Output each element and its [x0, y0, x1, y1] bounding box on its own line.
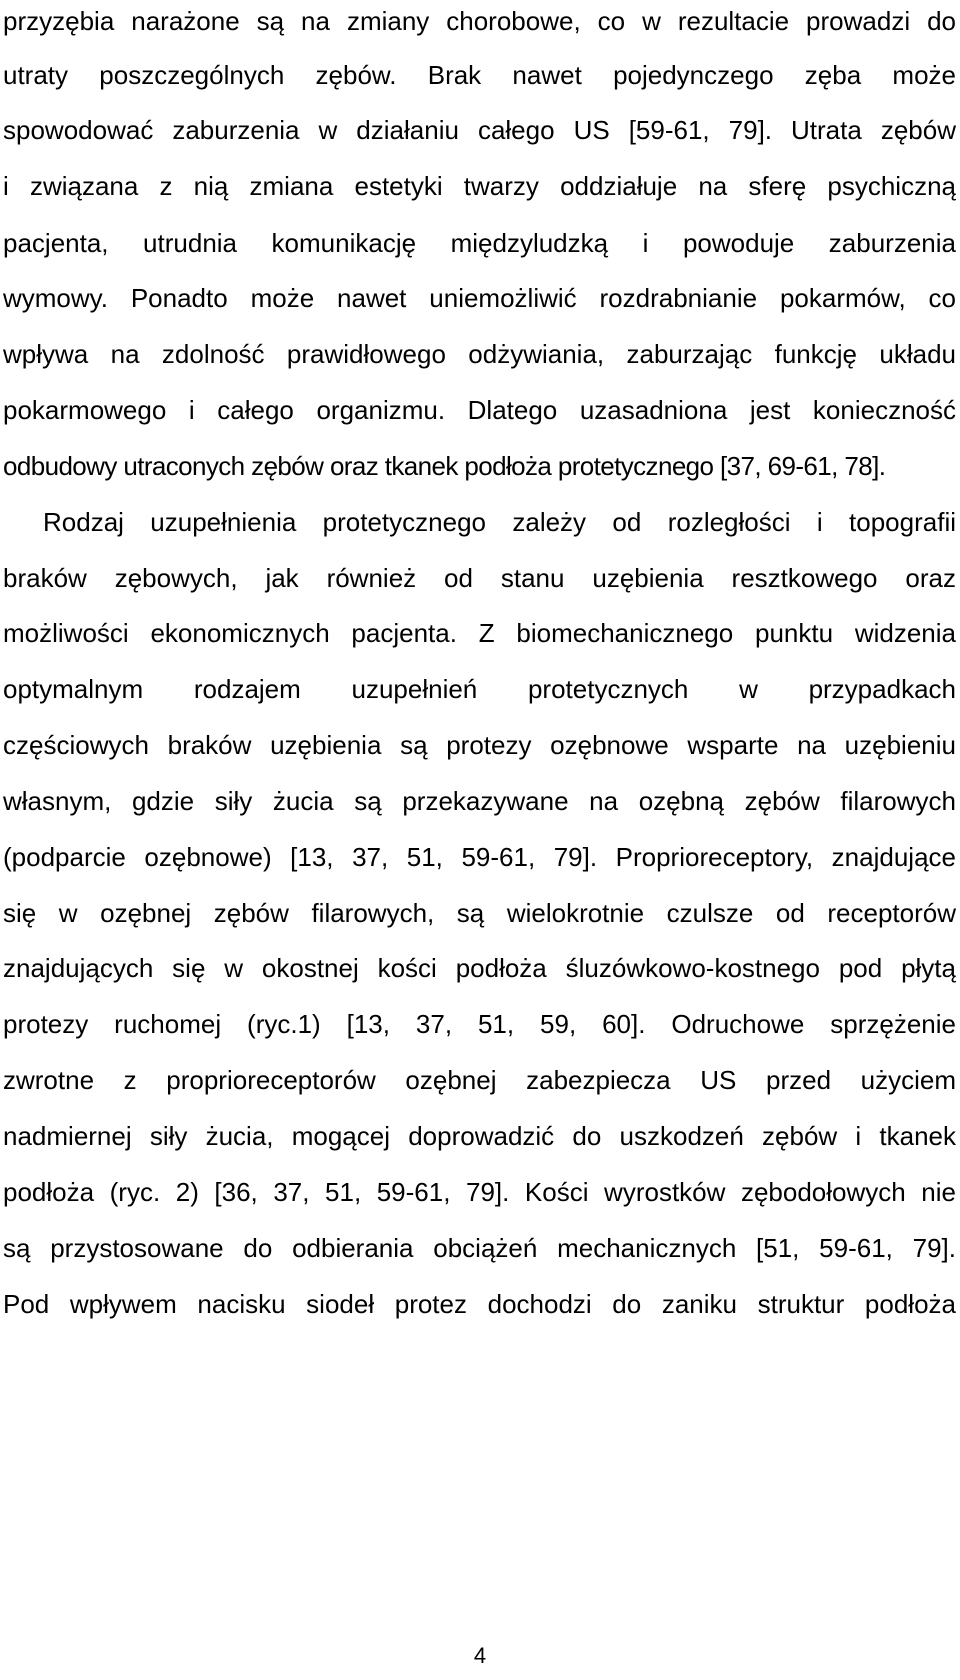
text-line: odbudowy utraconych zębów oraz tkanek podłoża protetycznego [37, 69-61, 78].	[3, 451, 886, 481]
text-line: utraty poszczególnych zębów. Brak nawet pojedynczego zęba może	[3, 60, 956, 90]
text-line: wymowy. Ponadto może nawet uniemożliwić rozdrabnianie pokarmów, co	[3, 283, 956, 313]
page-number: 4	[473, 1643, 487, 1668]
paragraph-first-line: Rodzaj uzupełnienia protetycznego zależy od rozległości i topografii	[43, 507, 956, 537]
text-line: braków zębowych, jak również od stanu uzębienia resztkowego oraz	[3, 563, 956, 593]
text-line: nadmiernej siły żucia, mogącej doprowadzić do uszkodzeń zębów i tkanek	[3, 1121, 956, 1151]
text-line: własnym, gdzie siły żucia są przekazywane na ozębną zębów filarowych	[3, 786, 956, 816]
text-line: wpływa na zdolność prawidłowego odżywiania, zaburzając funkcję układu	[3, 339, 956, 369]
text-line: (podparcie ozębnowe) [13, 37, 51, 59-61, 79]. Proprioreceptory, znajdujące	[3, 842, 956, 872]
text-line: pokarmowego i całego organizmu. Dlatego uzasadniona jest konieczność	[3, 395, 956, 425]
text-line: częściowych braków uzębienia są protezy ozębnowe wsparte na uzębieniu	[3, 730, 956, 760]
text-line: przyzębia narażone są na zmiany chorobowe, co w rezultacie prowadzi do	[3, 6, 956, 36]
text-line: są przystosowane do odbierania obciążeń mechanicznych [51, 59-61, 79].	[3, 1233, 956, 1263]
text-line: się w ozębnej zębów filarowych, są wielokrotnie czulsze od receptorów	[3, 898, 956, 928]
text-line: optymalnym rodzajem uzupełnień protetycznych w przypadkach	[3, 674, 956, 704]
text-line: podłoża (ryc. 2) [36, 37, 51, 59-61, 79]. Kości wyrostków zębodołowych nie	[3, 1177, 956, 1207]
text-line: znajdujących się w okostnej kości podłoża śluzówkowo-kostnego pod płytą	[3, 953, 956, 983]
text-line: zwrotne z proprioreceptorów ozębnej zabezpiecza US przed użyciem	[3, 1065, 956, 1095]
text-line: Pod wpływem nacisku siodeł protez dochodzi do zaniku struktur podłoża	[3, 1289, 956, 1319]
text-line: i związana z nią zmiana estetyki twarzy oddziałuje na sferę psychiczną	[3, 171, 956, 201]
text-line: spowodować zaburzenia w działaniu całego US [59-61, 79]. Utrata zębów	[3, 115, 956, 145]
text-line: możliwości ekonomicznych pacjenta. Z biomechanicznego punktu widzenia	[3, 618, 956, 648]
text-line: pacjenta, utrudnia komunikację międzyludzką i powoduje zaburzenia	[3, 228, 956, 258]
text-line: protezy ruchomej (ryc.1) [13, 37, 51, 59, 60]. Odruchowe sprzężenie	[3, 1009, 956, 1039]
